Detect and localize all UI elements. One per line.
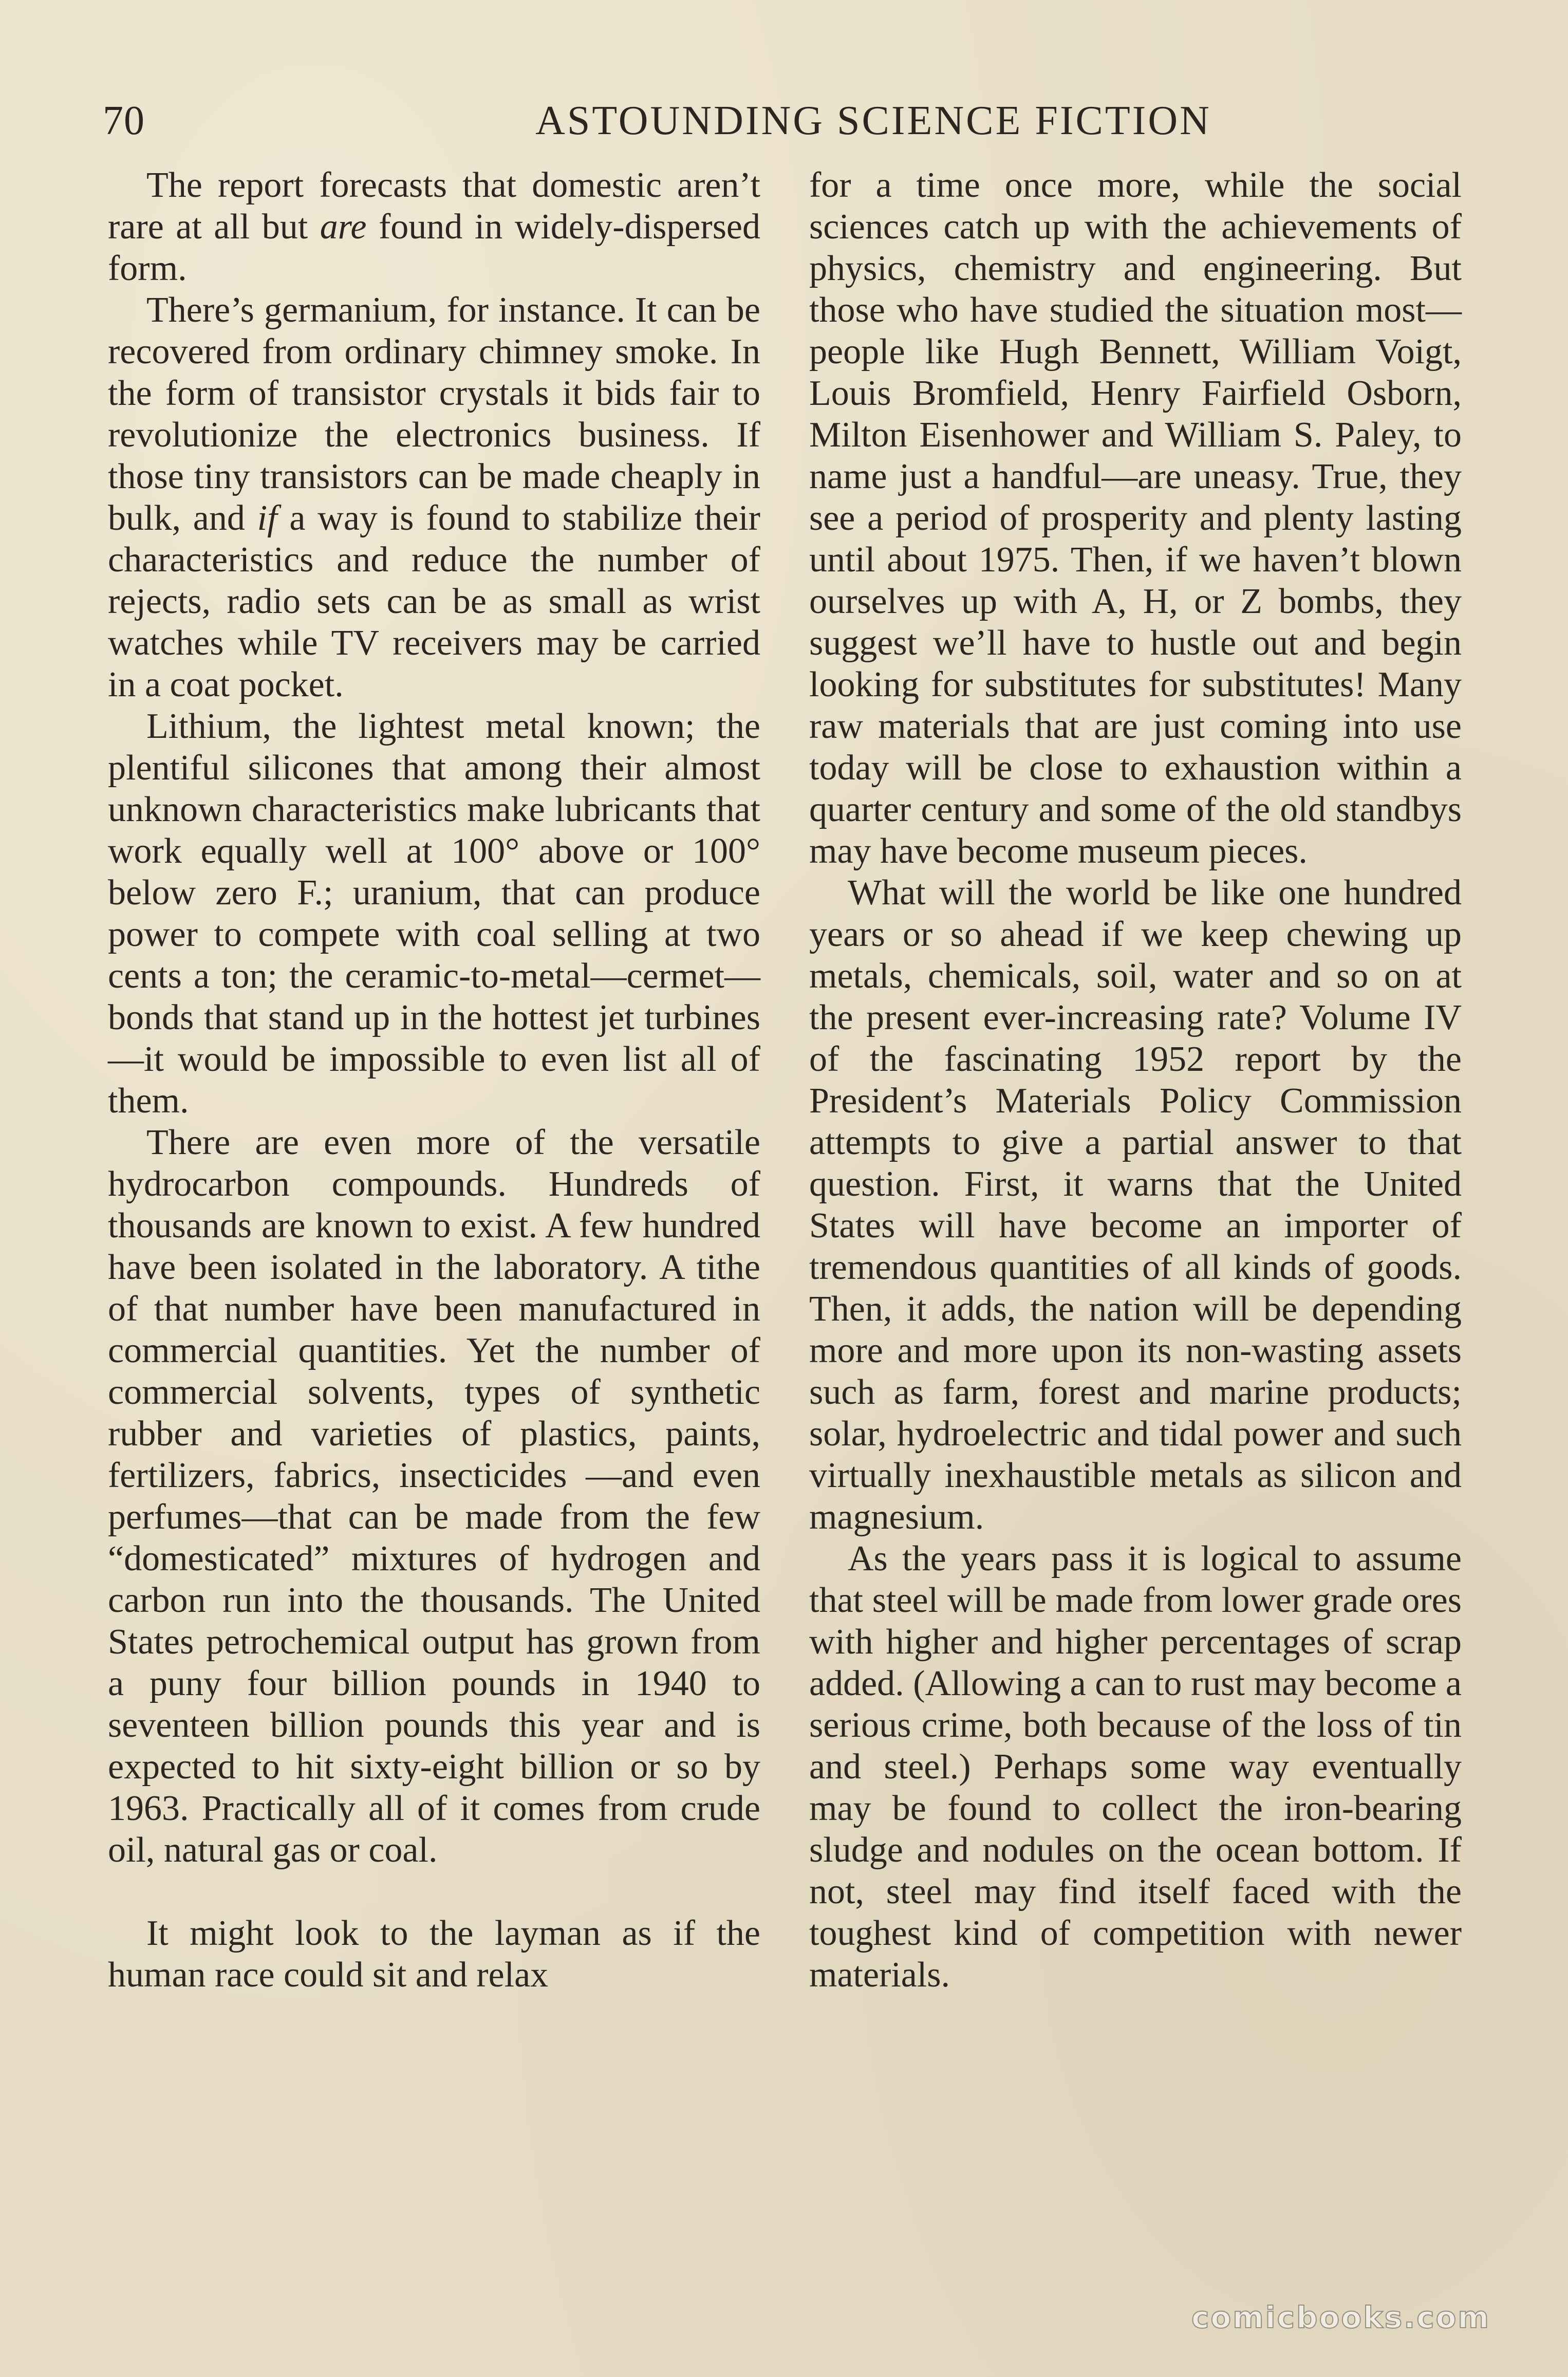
- page-header: [103, 82, 1459, 159]
- paragraph: [108, 164, 760, 289]
- right-column: [809, 164, 1462, 1996]
- running-title: ASTOUNDING SCIENCE FICTION: [535, 98, 1211, 143]
- paragraph: As the years pass it is logical to assume that steel will be made from lower grade ores with higher and higher percentages of scrap added. (Allowing a can to rust may become a serious crime, both because of the loss of tin and steel.) Perhaps some way eventually may be found to collect the iron-bearing sludge and nodules on the ocean bottom. If not, steel may find itself faced with the toughest kind of competition with newer materials.: [809, 1539, 1462, 1995]
- italic-text: if: [257, 498, 277, 538]
- page-number: 70: [103, 98, 145, 143]
- watermark: comicbooks.com: [1191, 2300, 1490, 2335]
- left-column: [108, 164, 760, 1996]
- paragraph: There are even more of the versatile hydrocarbon compounds. Hundreds of thousands are known to exist. A few hundred have been isolated in the laboratory. A tithe of that number have been manufactured in commercial quantities. Yet the number of commercial solvents, types of synthetic rubber and varieties of plastics, paints, fertilizers, fabrics, insecticides —and even perfumes—that can be made from the few “domesticated” mixtures of hydrogen and carbon run into the thousands. The United States petrochemical output has grown from a puny four billion pounds in 1940 to seventeen billion pounds this year and is expected to hit sixty-eight billion or so by 1963. Practically all of it comes from crude oil, natural gas or coal.: [108, 1123, 760, 1870]
- paragraph: What will the world be like one hundred years or so ahead if we keep chewing up metals, chemicals, soil, water and so on at the present ever-increasing rate? Volume IV of the fascinating 1952 report by the President’s Materials Policy Commission attempts to give a partial answer to that question. First, it warns that the United States will have become an importer of tremendous quantities of all kinds of goods. Then, it adds, the nation will be depending more and more upon its non-wasting assets such as farm, forest and marine products; solar, hydroelectric and tidal power and such virtually inexhaustible metals as silicon and magnesium.: [809, 873, 1462, 1537]
- paragraph-text: a way is found to stabilize their characteristics and reduce the number of rejects, radio sets can be as small as wrist watches while TV receivers may be carried in a coat pocket.: [108, 498, 760, 704]
- italic-text: are: [320, 207, 367, 247]
- paragraph: It might look to the layman as if the human race could sit and relax: [108, 1914, 760, 1995]
- paragraph: [108, 289, 760, 705]
- paragraph-text: There’s germanium, for instance. It can be recovered from ordinary chimney smoke. In the form of transistor crystals it bids fair to revolutionize the electronics business. If those tiny transistors can be made cheaply in bulk, and: [108, 290, 760, 538]
- paragraph: Lithium, the lightest metal known; the plentiful silicones that among their almost unknown characteristics make lubricants that work equally well at 100° above or 100° below zero F.; uranium, that can produce power to compete with coal selling at two cents a ton; the ceramic-to-metal—cermet—bonds that stand up in the hottest jet turbines—it would be impossible to even list all of them.: [108, 707, 760, 1121]
- paragraph-text: found in widely-dispersed form.: [108, 207, 760, 288]
- paragraph-text: The report forecasts that domestic aren’t rare at all but: [108, 165, 760, 247]
- paragraph: for a time once more, while the social sciences catch up with the achievements of physics, chemistry and engineering. But those who have studied the situation most—people like Hugh Bennett, William Voigt, Louis Bromfield, Henry Fairfield Osborn, Milton Eisenhower and William S. Paley, to name just a handful—are uneasy. True, they see a period of prosperity and plenty lasting until about 1975. Then, if we haven’t blown ourselves up with A, H, or Z bombs, they suggest we’ll have to hustle out and begin looking for substitutes for substitutes! Many raw materials that are just coming into use today will be close to exhaustion within a quarter century and some of the old standbys may have become museum pieces.: [809, 165, 1462, 871]
